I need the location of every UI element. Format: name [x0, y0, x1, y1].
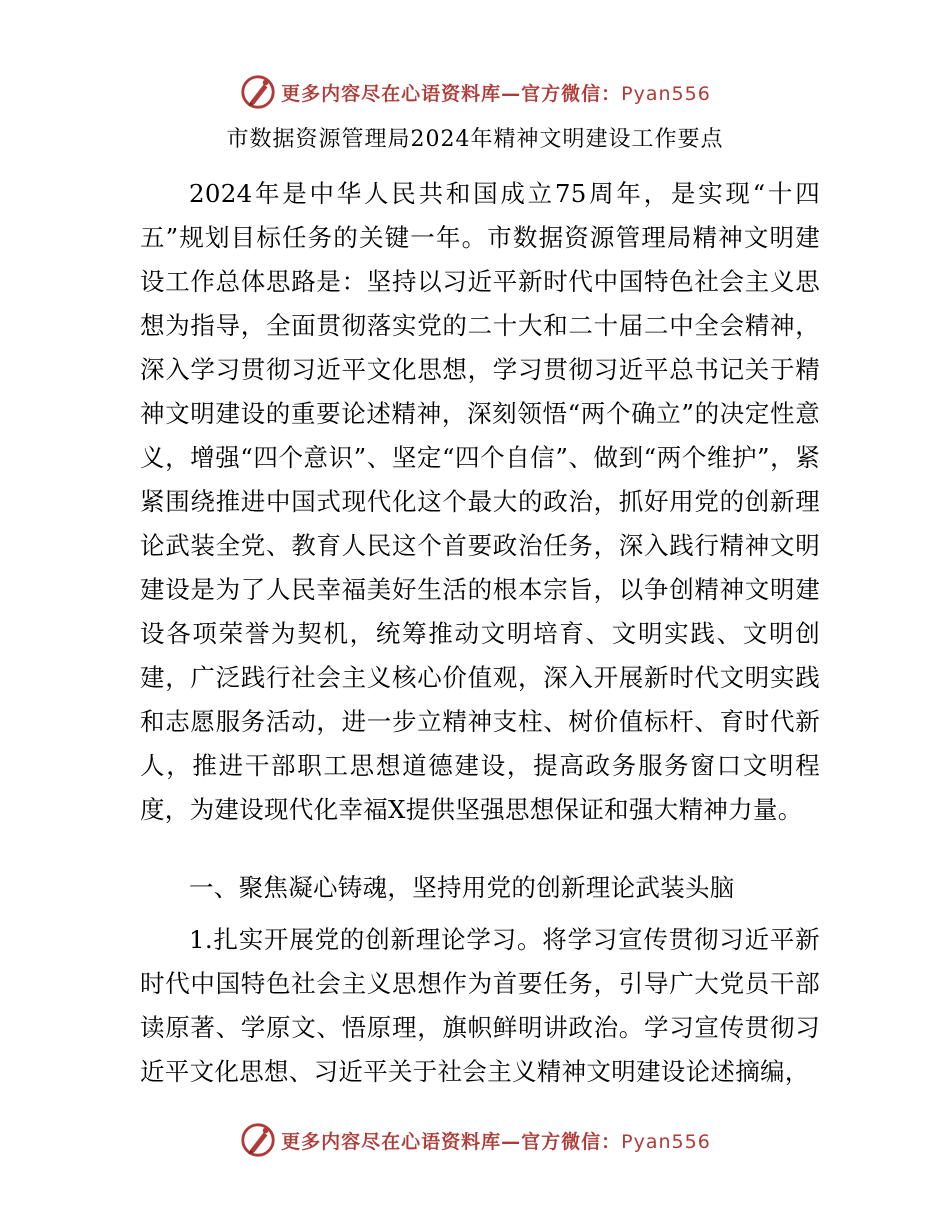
- pen-logo-icon: [239, 1121, 277, 1159]
- intro-paragraph: 2024年是中华人民共和国成立75周年，是实现“十四五”规划目标任务的关键一年。市数据资源管理局精神文明建设工作总体思路是：坚持以习近平新时代中国特色社会主义思想为指导，全面贯彻落实党的二十大和二十届二中全会精神，深入学习贯彻习近平文化思想，学习贯彻习近平总书记关于精神文明建设的重要论述精神，深刻领悟“两个确立”的决定性意义，增强“四个意识”、坚定“四个自信”、做到“两个维护”，紧紧围绕推进中国式现代化这个最大的政治，抓好用党的创新理论武装全党、教育人民这个首要政治任务，深入践行精神文明建设是为了人民幸福美好生活的根本宗旨，以争创精神文明建设各项荣誉为契机，统筹推动文明培育、文明实践、文明创建，广泛践行社会主义核心价值观，深入开展新时代文明实践和志愿服务活动，进一步立精神支柱、树价值标杆、育时代新人，推进干部职工思想道德建设，提高政务服务窗口文明程度，为建设现代化幸福X提供坚强思想保证和强大精神力量。: [140, 179, 820, 824]
- section-heading: 一、聚焦凝心铸魂，坚持用党的创新理论武装头脑: [189, 873, 735, 902]
- watermark-banner-top: [0, 70, 950, 114]
- watermark-banner-bottom: [0, 1118, 950, 1162]
- document-title: 市数据资源管理局2024年精神文明建设工作要点: [226, 127, 724, 152]
- watermark-text: 更多内容尽在心语资料库—官方微信：Pyan556: [281, 1130, 711, 1153]
- watermark-text: 更多内容尽在心语资料库—官方微信：Pyan556: [281, 82, 711, 105]
- pen-logo-icon: [239, 73, 277, 111]
- item-1-paragraph: 1.扎实开展党的创新理论学习。将学习宣传贯彻习近平新时代中国特色社会主义思想作为首要任务，引导广大党员干部读原著、学原文、悟原理，旗帜鲜明讲政治。学习宣传贯彻习近平文化思想、习近平关于社会主义精神文明建设论述摘编，: [140, 925, 820, 1086]
